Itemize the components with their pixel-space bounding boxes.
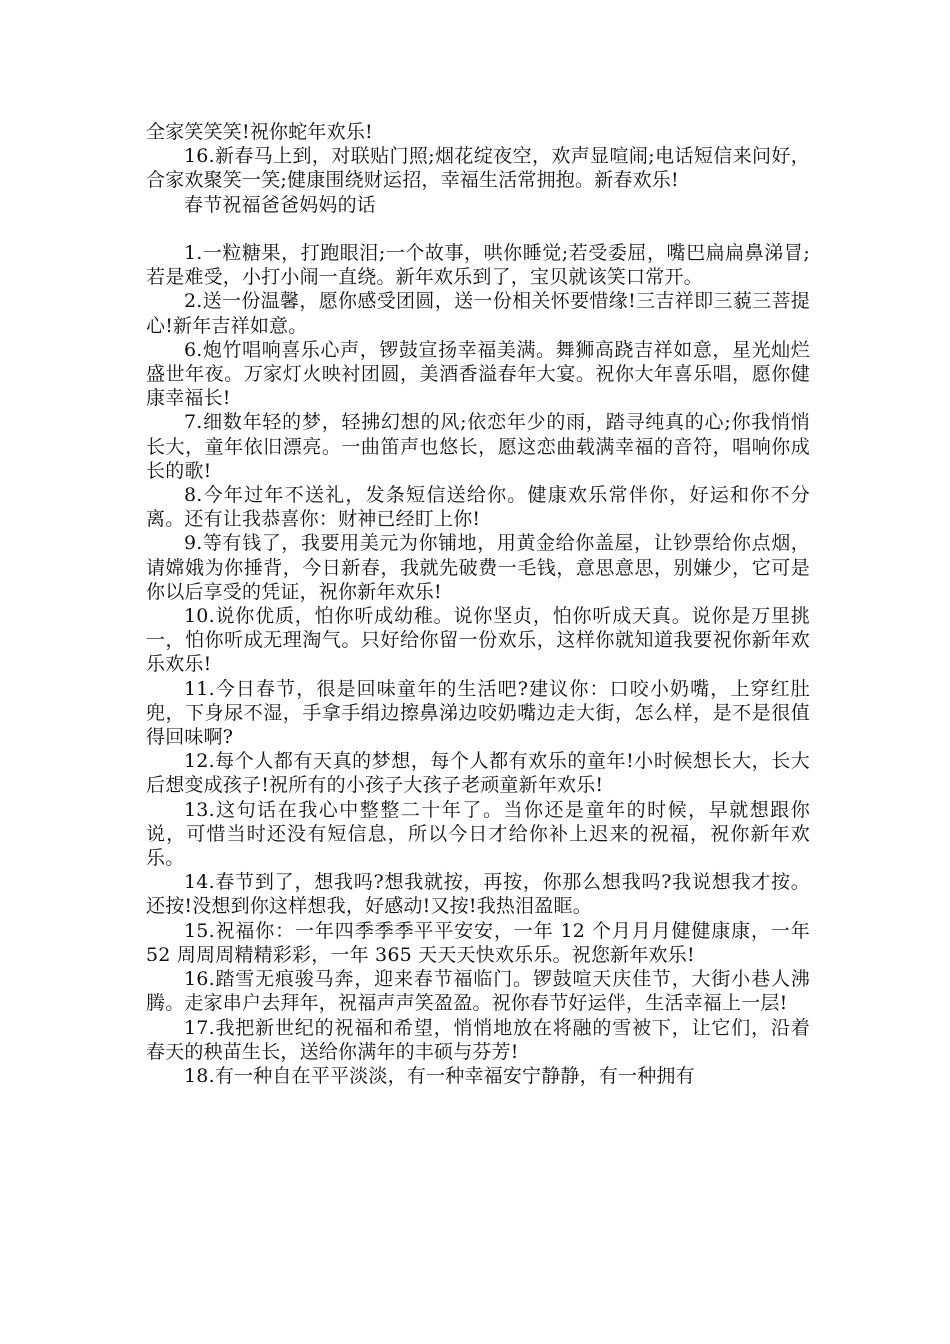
greeting-paragraph: 14.春节到了，想我吗?想我就按，再按，你那么想我吗?我说想我才按。还按!没想到你这样想我，好感动!又按!我热泪盈眶。 [146,871,810,918]
greeting-paragraph: 16.踏雪无痕骏马奔，迎来春节福临门。锣鼓喧天庆佳节，大街小巷人沸腾。走家串户去拜年，祝福声声笑盈盈。祝你春节好运伴，生活幸福上一层! [146,968,810,1015]
section-heading: 春节祝福爸爸妈妈的话 [184,193,377,216]
greeting-paragraph: 12.每个人都有天真的梦想，每个人都有欢乐的童年!小时候想长大，长大后想变成孩子!祝所有的小孩子大孩子老顽童新年欢乐! [146,750,810,797]
greeting-paragraph: 11.今日春节，很是回味童年的生活吧?建议你：口咬小奶嘴，上穿红肚兜，下身尿不湿，手拿手绢边擦鼻涕边咬奶嘴边走大街，怎么样，是不是很值得回味啊? [146,677,810,749]
lead-paragraph: 16.新春马上到，对联贴门照;烟花绽夜空，欢声显喧闹;电话短信来问好，合家欢聚笑一笑;健康围绕财运招，幸福生活常拥抱。新春欢乐! [146,145,810,192]
greeting-paragraph: 18.有一种自在平平淡淡，有一种幸福安宁静静，有一种拥有 [184,1064,695,1087]
blank-line [146,217,810,241]
greeting-paragraph: 8.今年过年不送礼，发条短信送给你。健康欢乐常伴你，好运和你不分离。还有让我恭喜你：财神已经盯上你! [146,484,810,531]
lead-paragraph: 全家笑笑笑!祝你蛇年欢乐! [146,121,373,143]
greeting-paragraph: 9.等有钱了，我要用美元为你铺地，用黄金给你盖屋，让钞票给你点烟，请嫦娥为你捶背，今日新春，我就先破费一毛钱，意思意思，别嫌少，它可是你以后享受的凭证，祝你新年欢乐! [146,532,810,603]
greeting-paragraph: 10.说你优质，怕你听成幼稚。说你坚贞，怕你听成天真。说你是万里挑一，怕你听成无理淘气。只好给你留一份欢乐，这样你就知道我要祝你新年欢乐欢乐! [146,605,810,676]
greeting-paragraph: 17.我把新世纪的祝福和希望，悄悄地放在将融的雪被下，让它们，沿着春天的秧苗生长，送给你满年的丰硕与芬芳! [146,1016,810,1063]
greeting-paragraph: 13.这句话在我心中整整二十年了。当你还是童年的时候，早就想跟你说，可惜当时还没有短信息，所以今日才给你补上迟来的祝福，祝你新年欢乐。 [146,798,810,870]
greeting-paragraph: 1.一粒糖果，打跑眼泪;一个故事，哄你睡觉;若受委屈，嘴巴扁扁鼻涕冒;若是难受，小打小闹一直绕。新年欢乐到了，宝贝就该笑口常开。 [146,242,810,289]
greeting-paragraph: 6.炮竹唱响喜乐心声，锣鼓宣扬幸福美满。舞狮高跷吉祥如意，星光灿烂盛世年夜。万家灯火映衬团圆，美酒香溢春年大宴。祝你大年喜乐唱，愿你健康幸福长! [146,338,810,410]
greeting-paragraph: 15.祝福你：一年四季季季平平安安，一年 12 个月月月健健康康，一年 52 周周周精精彩彩，一年 365 天天天快欢乐乐。祝您新年欢乐! [146,919,810,966]
greeting-paragraph: 7.细数年轻的梦，轻拂幻想的风;依恋年少的雨，踏寻纯真的心;你我悄悄长大，童年依旧漂亮。一曲笛声也悠长，愿这恋曲载满幸福的音符，唱响你成长的歌! [146,411,810,482]
greeting-paragraph: 2.送一份温馨，愿你感受团圆，送一份相关怀要惜缘!三吉祥即三藐三菩提心!新年吉祥如意。 [146,290,810,337]
document-body [146,120,810,1088]
